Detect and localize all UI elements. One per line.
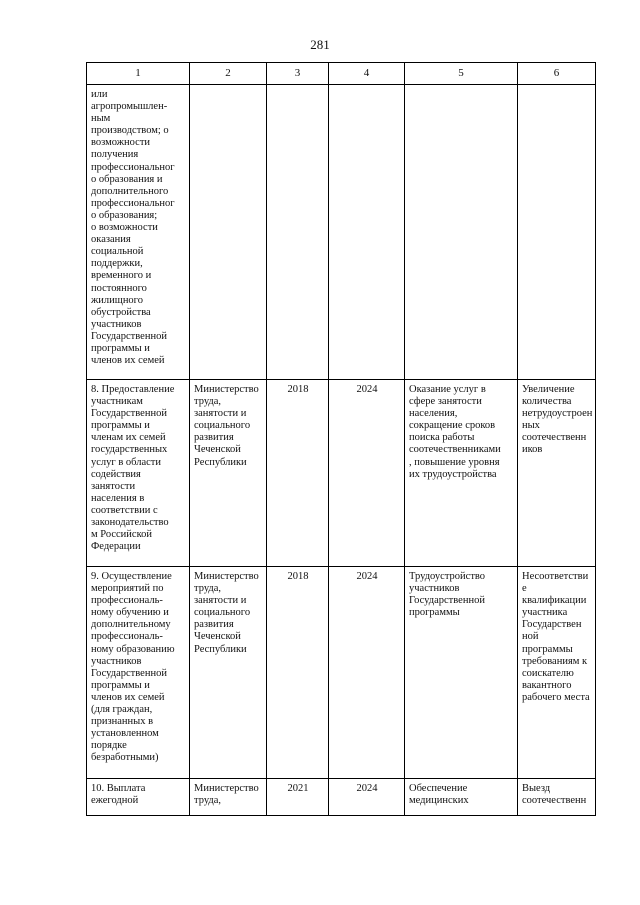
- column-header: 2: [190, 63, 267, 85]
- measure-cell: или агропромышлен- ным производством; о возможности получения профессиональног о образования и дополнительного профессиональног о образования; о возможности оказания социальной поддержки, временного и постоянного жилищного обустройства участников Государственной программы и членов их семей: [87, 85, 190, 380]
- measure-cell: 8. Предоставление участникам Государственной программы и членам их семей государственных услуг в области содействия занятости населения в соответствии с законодательство м Российской Федерации: [87, 380, 190, 567]
- start-year-cell: 2018: [267, 567, 329, 779]
- start-year-cell: 2018: [267, 380, 329, 567]
- consequence-cell: Несоответстви е квалификации участника Государствен ной программы требованиям к соискателю вакантного рабочего места: [518, 567, 596, 779]
- page-number: 281: [310, 37, 330, 52]
- start-year-cell: 2021: [267, 779, 329, 816]
- start-year-cell: [267, 85, 329, 380]
- table-header-row: [87, 63, 596, 85]
- consequence-cell: Увеличение количества нетрудоустроен ных соотечественн иков: [518, 380, 596, 567]
- column-header: 3: [267, 63, 329, 85]
- executor-cell: Министерство труда, занятости и социального развития Чеченской Республики: [190, 567, 267, 779]
- result-cell: Обеспечение медицинских: [405, 779, 518, 816]
- end-year-cell: 2024: [329, 779, 405, 816]
- column-header: 4: [329, 63, 405, 85]
- executor-cell: Министерство труда,: [190, 779, 267, 816]
- table-row: [87, 779, 596, 816]
- end-year-cell: 2024: [329, 567, 405, 779]
- result-cell: Оказание услуг в сфере занятости населения, сокращение сроков поиска работы соотечественниками , повышение уровня их трудоустройства: [405, 380, 518, 567]
- executor-cell: [190, 85, 267, 380]
- end-year-cell: [329, 85, 405, 380]
- table-row: [87, 567, 596, 779]
- result-cell: Трудоустройство участников Государственной программы: [405, 567, 518, 779]
- table-row: [87, 85, 596, 380]
- executor-cell: Министерство труда, занятости и социального развития Чеченской Республики: [190, 380, 267, 567]
- measure-cell: 9. Осуществление мероприятий по профессиональ- ному обучению и дополнительному профессиональ- ному образованию участников Государственной программы и членов их семей (для граждан, признанных в установленном порядке безработными): [87, 567, 190, 779]
- consequence-cell: [518, 85, 596, 380]
- consequence-cell: Выезд соотечественн: [518, 779, 596, 816]
- table-row: [87, 380, 596, 567]
- end-year-cell: 2024: [329, 380, 405, 567]
- result-cell: [405, 85, 518, 380]
- column-header: 1: [87, 63, 190, 85]
- measures-table: [86, 62, 596, 816]
- measure-cell: 10. Выплата ежегодной: [87, 779, 190, 816]
- column-header: 5: [405, 63, 518, 85]
- column-header: 6: [518, 63, 596, 85]
